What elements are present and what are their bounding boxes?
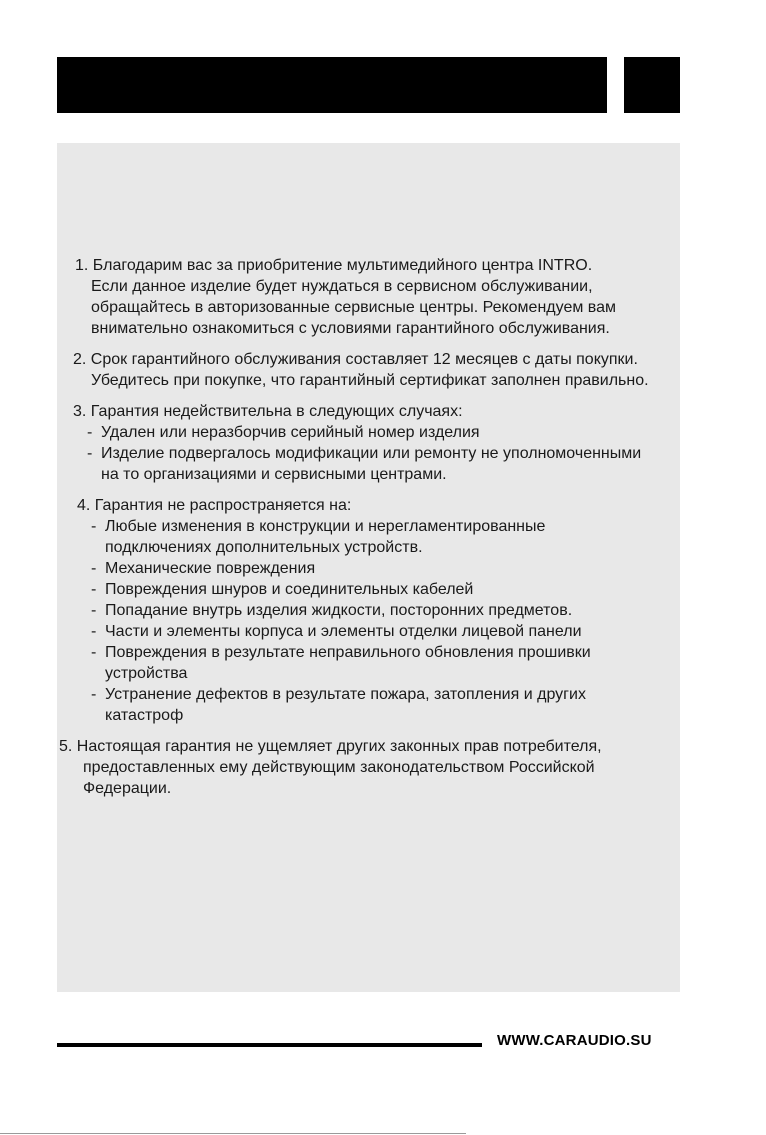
- exclusion-text: Любые изменения в конструкции и нерегламентированные: [105, 518, 546, 535]
- term-4-heading: 4. Гарантия не распространяется на:: [77, 497, 352, 514]
- exclusion-item: [57, 642, 680, 684]
- dash-marker: -: [91, 644, 97, 661]
- term-3-exclusions: [57, 422, 680, 485]
- dash-marker: -: [87, 445, 93, 462]
- term-4: [57, 495, 680, 726]
- website-url[interactable]: WWW.CARAUDIO.SU: [497, 1032, 652, 1049]
- exclusion-item: [57, 422, 680, 443]
- term-1-line: обращайтесь в авторизованные сервисные центры. Рекомендуем вам: [91, 299, 616, 316]
- term-5-line: предоставленных ему действующим законодательством Российской: [83, 759, 595, 776]
- exclusion-item: [57, 684, 680, 726]
- header-bar: [57, 57, 607, 113]
- exclusion-text: Попадание внутрь изделия жидкости, посторонних предметов.: [105, 602, 573, 619]
- term-5-line: 5. Настоящая гарантия не ущемляет других законных прав потребителя,: [59, 738, 602, 755]
- exclusion-text-cont: подключениях дополнительных устройств.: [105, 539, 423, 556]
- exclusion-text: Повреждения шнуров и соединительных кабелей: [105, 581, 474, 598]
- term-3: [57, 401, 680, 485]
- exclusion-text: Изделие подвергалось модификации или ремонту не уполномоченными: [101, 445, 642, 462]
- warranty-panel: [57, 143, 680, 992]
- warranty-terms: [57, 255, 680, 809]
- term-2-line: Убедитесь при покупке, что гарантийный сертификат заполнен правильно.: [91, 372, 649, 389]
- exclusion-item: [57, 443, 680, 485]
- term-1-line: внимательно ознакомиться с условиями гарантийного обслуживания.: [91, 320, 610, 337]
- dash-marker: -: [91, 518, 97, 535]
- exclusion-item: [57, 621, 680, 642]
- exclusion-item: [57, 600, 680, 621]
- term-3-heading: 3. Гарантия недействительна в следующих случаях:: [73, 403, 463, 420]
- exclusion-text: Механические повреждения: [105, 560, 316, 577]
- term-1-line: Если данное изделие будет нуждаться в сервисном обслуживании,: [91, 278, 593, 295]
- dash-marker: -: [91, 581, 97, 598]
- term-1: [57, 255, 680, 339]
- term-2-line: 2. Срок гарантийного обслуживания составляет 12 месяцев с даты покупки.: [73, 351, 638, 368]
- exclusion-item: [57, 558, 680, 579]
- dash-marker: -: [91, 560, 97, 577]
- page-tab: [624, 57, 680, 113]
- term-5: [57, 736, 680, 799]
- dash-marker: -: [87, 424, 93, 441]
- term-4-exclusions: [57, 516, 680, 726]
- exclusion-text: Устранение дефектов в результате пожара, затопления и других: [105, 686, 586, 703]
- exclusion-item: [57, 579, 680, 600]
- dash-marker: -: [91, 623, 97, 640]
- exclusion-text: Удален или неразборчив серийный номер изделия: [101, 424, 480, 441]
- exclusion-text: Повреждения в результате неправильного обновления прошивки: [105, 644, 591, 661]
- footer-rule: [57, 1043, 482, 1047]
- exclusion-text-cont: на то организациями и сервисными центрами.: [101, 466, 447, 483]
- term-2: [57, 349, 680, 391]
- dash-marker: -: [91, 686, 97, 703]
- term-5-line: Федерации.: [83, 780, 172, 797]
- page-edge-line: [0, 1133, 466, 1134]
- exclusion-item: [57, 516, 680, 558]
- exclusion-text-cont: катастроф: [105, 707, 184, 724]
- term-1-line: 1. Благодарим вас за приобритение мультимедийного центра INTRO.: [75, 257, 593, 274]
- exclusion-text-cont: устройства: [105, 665, 188, 682]
- exclusion-text: Части и элементы корпуса и элементы отделки лицевой панели: [105, 623, 582, 640]
- dash-marker: -: [91, 602, 97, 619]
